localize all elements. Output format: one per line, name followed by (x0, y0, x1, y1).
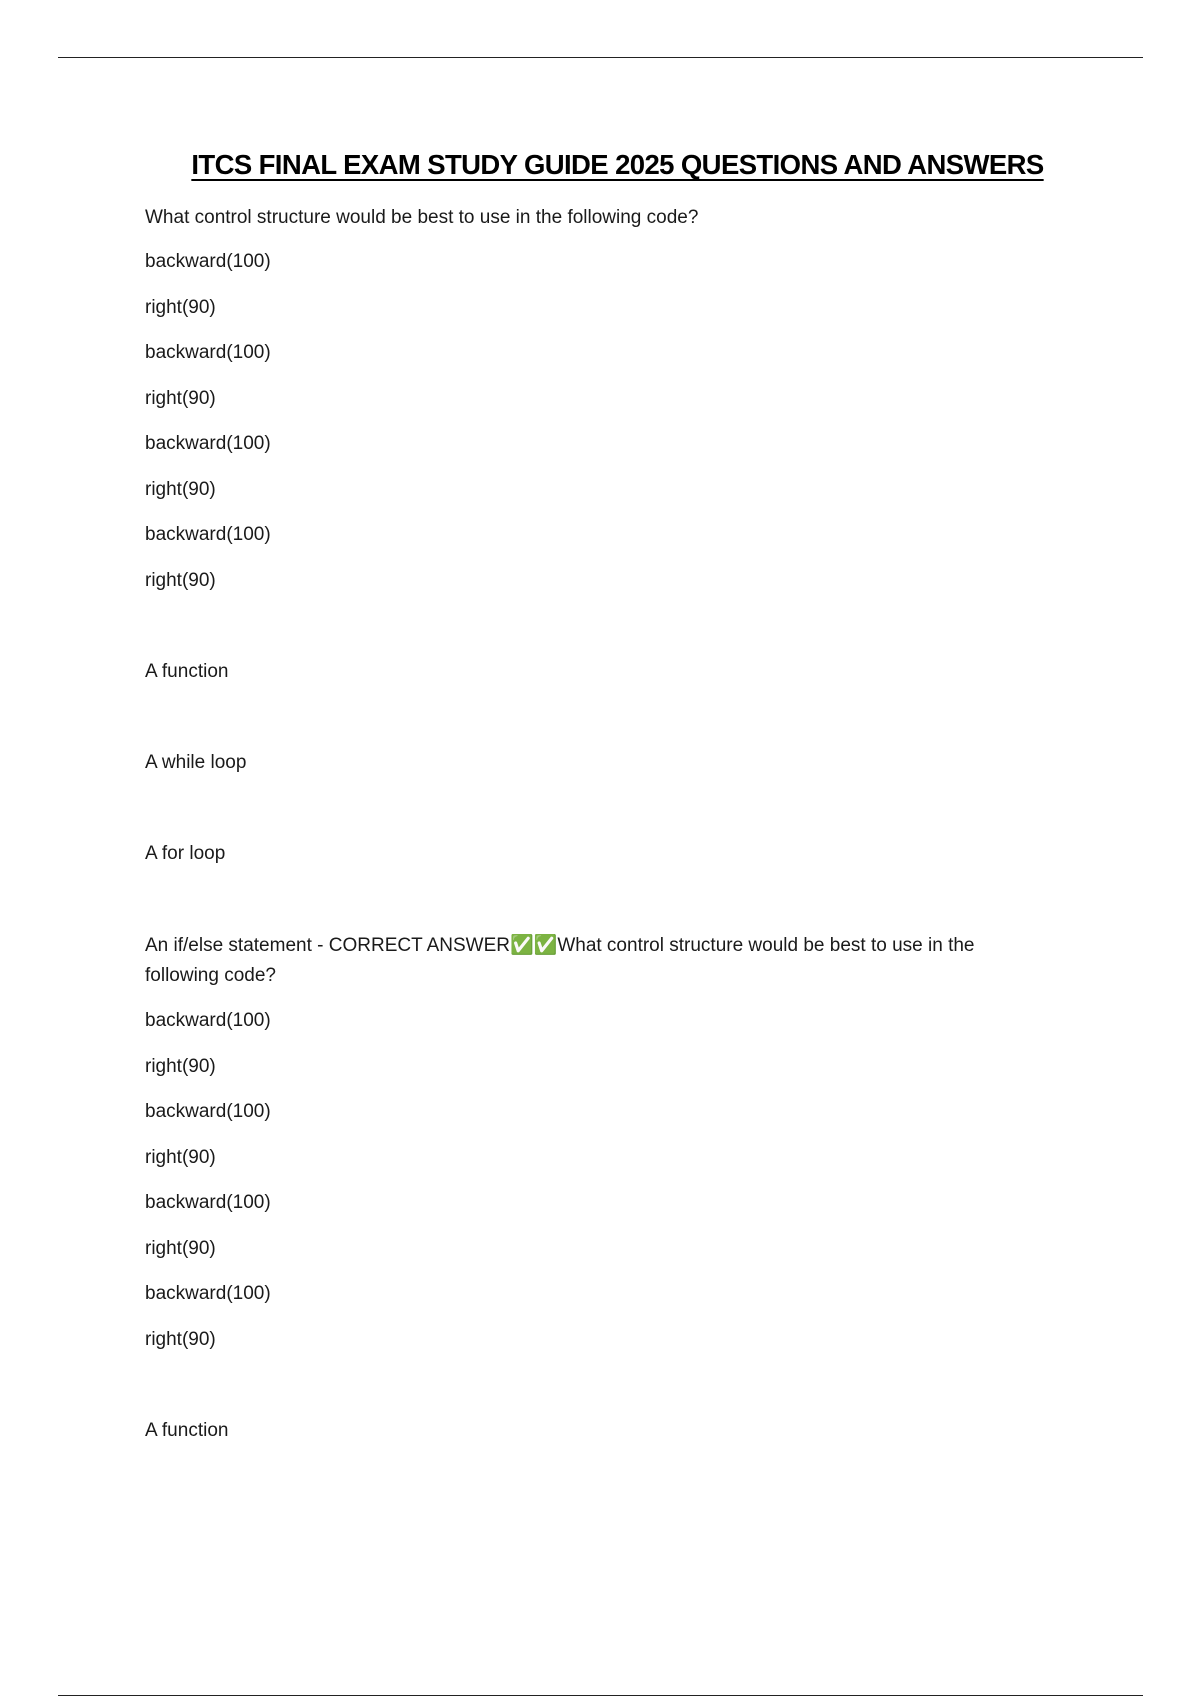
code-line: backward(100) (145, 1101, 271, 1122)
question-text: What control structure would be best to use in the following code? (145, 207, 699, 228)
question-text: What control structure would be best to use in the following code? (145, 935, 975, 986)
code-line: backward(100) (145, 433, 271, 454)
code-line: right(90) (145, 1329, 216, 1350)
code-line: right(90) (145, 388, 216, 409)
code-line: backward(100) (145, 1192, 271, 1213)
answer-option: A function (145, 661, 229, 682)
bottom-rule (58, 1695, 1143, 1696)
answer-option: A function (145, 1420, 229, 1441)
answer-and-question (145, 931, 1045, 991)
code-line: right(90) (145, 570, 216, 591)
code-line: backward(100) (145, 1010, 271, 1031)
code-line: right(90) (145, 1147, 216, 1168)
top-rule (58, 57, 1143, 58)
answer-option: A for loop (145, 843, 226, 864)
code-line: right(90) (145, 1238, 216, 1259)
code-line: backward(100) (145, 251, 271, 272)
code-line: right(90) (145, 297, 216, 318)
code-line: backward(100) (145, 1283, 271, 1304)
code-line: backward(100) (145, 524, 271, 545)
correct-answer-label: An if/else statement - CORRECT ANSWER (145, 935, 510, 956)
document-title: ITCS FINAL EXAM STUDY GUIDE 2025 QUESTIONS AND ANSWERS (191, 149, 1044, 180)
code-line: backward(100) (145, 342, 271, 363)
checkmark-icon: ✅✅ (509, 935, 558, 956)
code-line: right(90) (145, 1056, 216, 1077)
code-line: right(90) (145, 479, 216, 500)
answer-option: A while loop (145, 752, 247, 773)
